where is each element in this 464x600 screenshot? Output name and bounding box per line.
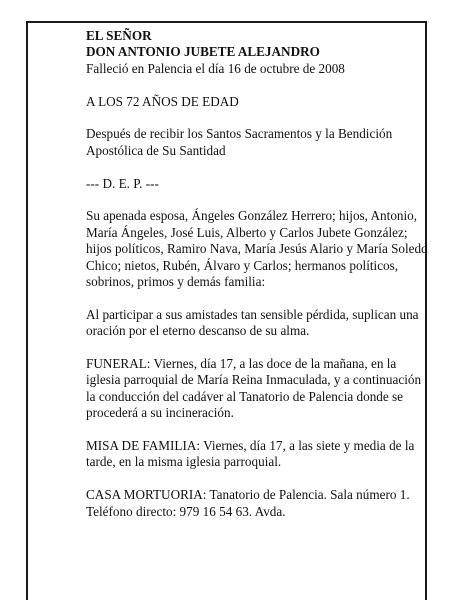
- obituary-text: [86, 28, 430, 536]
- family-mass-paragraph: MISA DE FAMILIA: Viernes, día 17, a las siete y media de la tarde, en la misma iglesia parroquial.: [86, 438, 415, 470]
- request-paragraph: Al participar a sus amistades tan sensible pérdida, suplican una oración por el eterno descanso de su alma.: [86, 306, 419, 339]
- death-line: Falleció en Palencia el día 16 de octubre de 2008: [86, 60, 345, 76]
- family-paragraph: Su apenada esposa, Ángeles González Herrero; hijos, Antonio, María Ángeles, José Luis, Alberto y Carlos Jubete González; hijos políticos, Ramiro Nava, María Jesús Alario y María Soledd Chico; nietos, Rubén, Álvaro y Carlos; hermanos políticos, sobrinos, primos y demás familia:: [86, 208, 428, 290]
- notice-title: EL SEÑOR: [86, 28, 152, 43]
- funeral-paragraph: FUNERAL: Viernes, día 17, a las doce de la mañana, en la iglesia parroquial de María Reina Inmaculada, y a continuación la conducción del cadáver al Tanatorio de Palencia donde se procederá a su incineración.: [86, 356, 422, 421]
- deceased-name: DON ANTONIO JUBETE ALEJANDRO: [86, 44, 320, 60]
- mortuary-paragraph: CASA MORTUORIA: Tanatorio de Palencia. Sala número 1. Teléfono directo: 979 16 54 63. Avda.: [86, 487, 410, 519]
- sacraments-paragraph: Después de recibir los Santos Sacramentos y la Bendición Apostólica de Su Santidad: [86, 126, 393, 158]
- age-line: A LOS 72 AÑOS DE EDAD: [86, 93, 239, 109]
- dep-line: --- D. E. P. ---: [86, 175, 159, 191]
